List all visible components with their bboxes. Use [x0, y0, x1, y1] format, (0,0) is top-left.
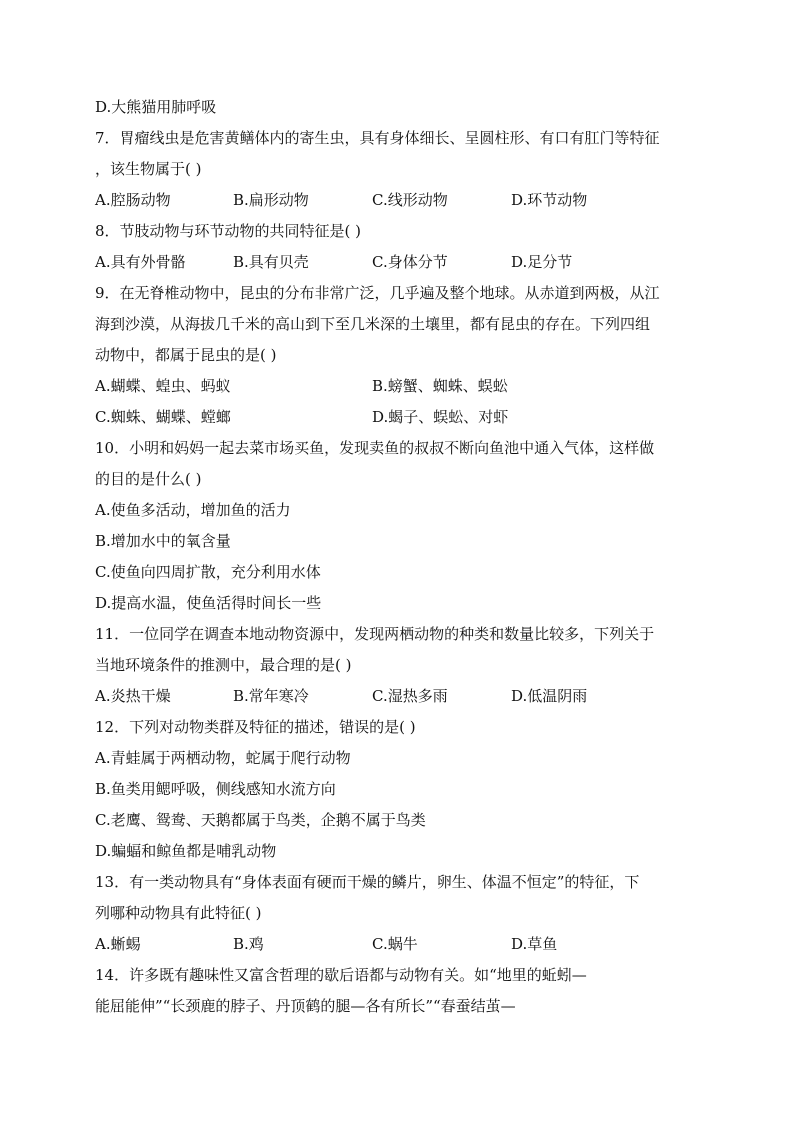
q8-option-c: C.身体分节 [372, 253, 448, 271]
q7-option-d: D.环节动物 [511, 191, 588, 209]
q6-option-d: D.大熊猫用肺呼吸 [95, 98, 217, 116]
q11-option-b: B.常年寒冷 [233, 687, 309, 705]
q13-stem-line-1: 13．有一类动物具有“身体表面有硬而干燥的鳞片，卵生、体温不恒定”的特征，下 [95, 873, 640, 891]
q10-option-d: D.提高水温，使鱼活得时间长一些 [95, 594, 322, 612]
q8-option-b: B.具有贝壳 [233, 253, 309, 271]
q10-stem-line-1: 10．小明和妈妈一起去菜市场买鱼，发现卖鱼的叔叔不断向鱼池中通入气体，这样做 [95, 439, 655, 457]
q7-option-a: A.腔肠动物 [95, 191, 171, 209]
q13-option-c: C.蜗牛 [372, 935, 418, 953]
q12-option-a: A.青蛙属于两栖动物，蛇属于爬行动物 [95, 749, 351, 767]
q9-stem-line-1: 9．在无脊椎动物中，昆虫的分布非常广泛，几乎遍及整个地球。从赤道到两极，从江 [95, 284, 660, 302]
q7-option-c: C.线形动物 [372, 191, 448, 209]
q7-option-b: B.扁形动物 [233, 191, 309, 209]
q14-stem-line-1: 14．许多既有趣味性又富含哲理的歇后语都与动物有关。如“地里的蚯蚓— [95, 966, 587, 984]
q8-stem: 8．节肢动物与环节动物的共同特征是( ) [95, 222, 362, 240]
q12-option-c: C.老鹰、鸳鸯、天鹅都属于鸟类，企鹅不属于鸟类 [95, 811, 426, 829]
q13-option-d: D.草鱼 [511, 935, 558, 953]
q11-option-c: C.湿热多雨 [372, 687, 448, 705]
q12-option-d: D.蝙蝠和鲸鱼都是哺乳动物 [95, 842, 277, 860]
q9-option-c: C.蜘蛛、蝴蝶、螳螂 [95, 408, 231, 426]
q9-stem-line-2: 海到沙漠，从海拔几千米的高山到下至几米深的土壤里，都有昆虫的存在。下列四组 [95, 315, 651, 333]
q7-stem-line-2: ，该生物属于( ) [95, 160, 202, 178]
q11-stem-line-1: 11．一位同学在调查本地动物资源中，发现两栖动物的种类和数量比较多，下列关于 [95, 625, 655, 643]
q10-option-a: A.使鱼多活动，增加鱼的活力 [95, 501, 291, 519]
q13-stem-line-2: 列哪种动物具有此特征( ) [95, 904, 262, 922]
q10-option-b: B.增加水中的氧含量 [95, 532, 231, 550]
q12-option-b: B.鱼类用鳃呼吸，侧线感知水流方向 [95, 780, 336, 798]
q10-stem-line-2: 的目的是什么( ) [95, 470, 202, 488]
q9-stem-line-3: 动物中，都属于昆虫的是( ) [95, 346, 277, 364]
q14-stem-line-2: 能屈能伸”“长颈鹿的脖子、丹顶鹤的腿—各有所长”“春蚕结茧— [95, 997, 516, 1015]
q9-option-b: B.螃蟹、蜘蛛、蜈蚣 [372, 377, 508, 395]
q9-option-d: D.蝎子、蜈蚣、对虾 [372, 408, 509, 426]
q13-option-a: A.蜥蜴 [95, 935, 141, 953]
q11-option-a: A.炎热干燥 [95, 687, 171, 705]
q13-option-b: B.鸡 [233, 935, 264, 953]
q8-option-a: A.具有外骨骼 [95, 253, 186, 271]
q12-stem: 12．下列对动物类群及特征的描述，错误的是( ) [95, 718, 416, 736]
q10-option-c: C.使鱼向四周扩散，充分利用水体 [95, 563, 321, 581]
q11-option-d: D.低温阴雨 [511, 687, 588, 705]
q11-stem-line-2: 当地环境条件的推测中，最合理的是( ) [95, 656, 352, 674]
q9-option-a: A.蝴蝶、蝗虫、蚂蚁 [95, 377, 231, 395]
q8-option-d: D.足分节 [511, 253, 573, 271]
q7-stem-line-1: 7．胃瘤线虫是危害黄鳝体内的寄生虫，具有身体细长、呈圆柱形、有口有肛门等特征 [95, 129, 660, 147]
